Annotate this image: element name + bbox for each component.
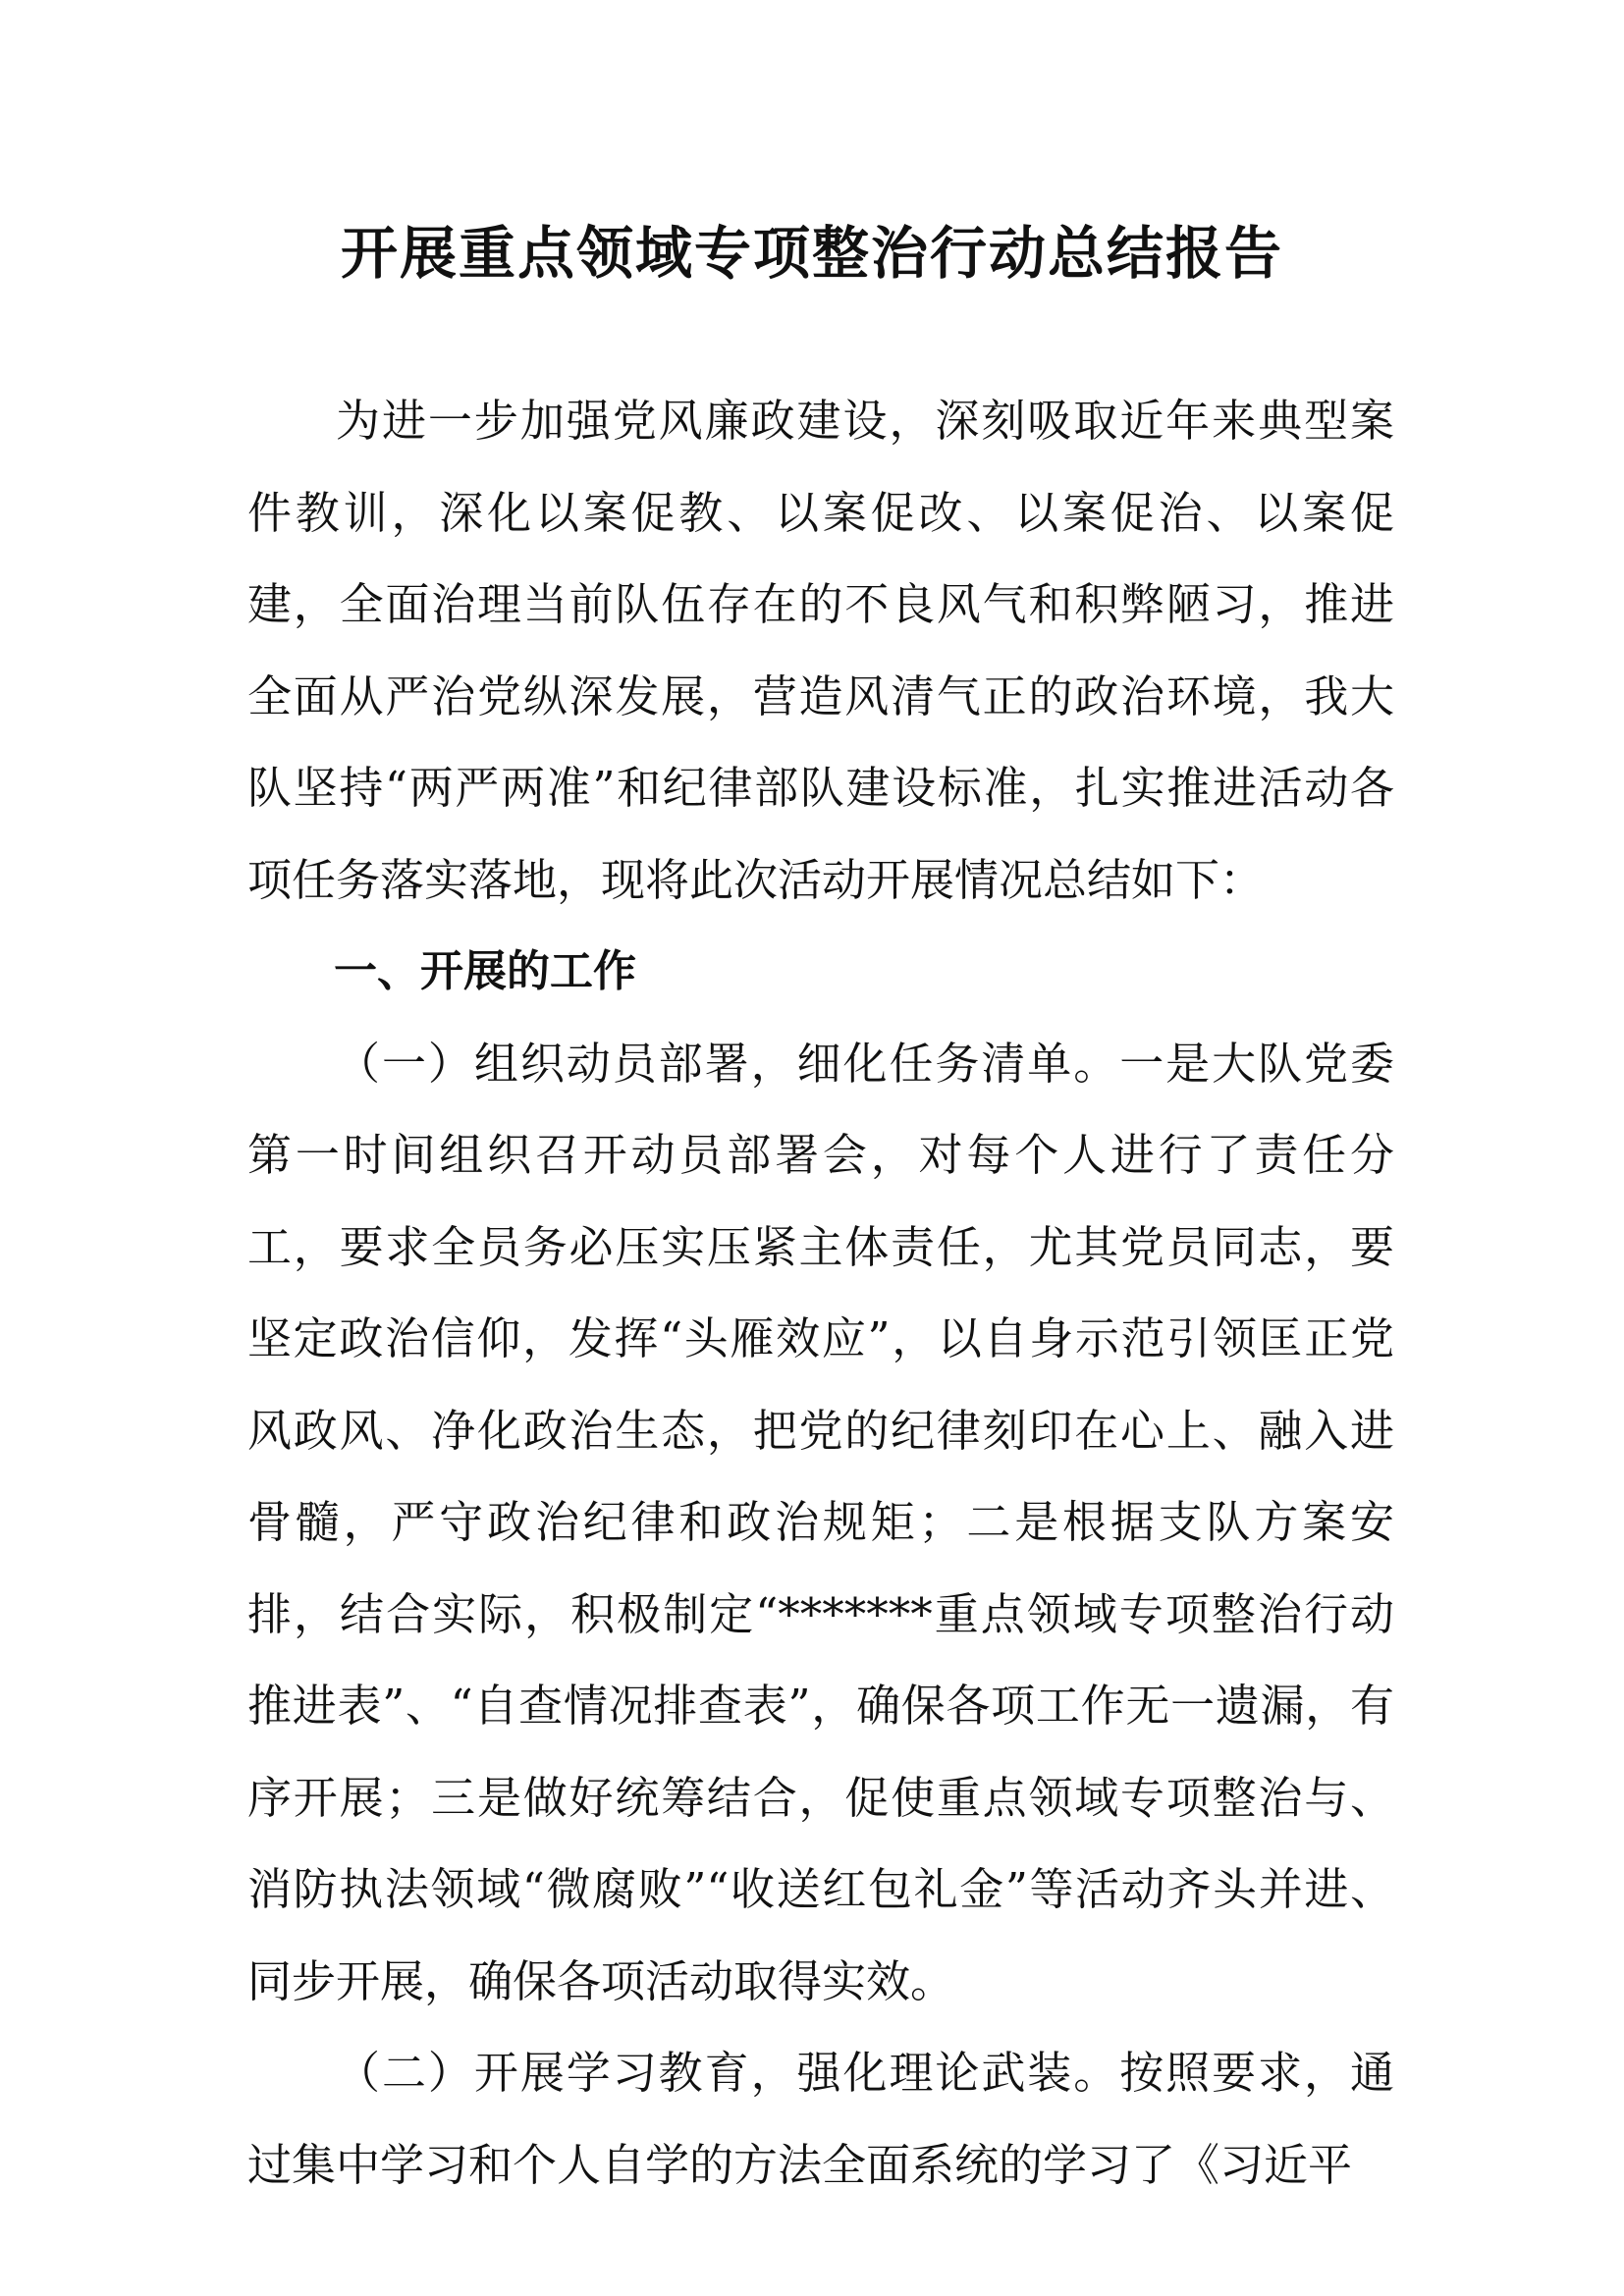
intro-paragraph: 为进一步加强党风廉政建设，深刻吸取近年来典型案件教训，深化以案促教、以案促改、以案促治、以案促建，全面治理当前队伍存在的不良风气和积弊陋习，推进全面从严治党纵深发展，营造风清气正的政治环境，我大队坚持“两严两准”和纪律部队建设标准，扎实推进活动各项任务落实落地，现将此次活动开展情况总结如下： bbox=[247, 395, 1394, 906]
paragraph-mobilization: （一）组织动员部署，细化任务清单。一是大队党委第一时间组织召开动员部署会，对每个人进行了责任分工，要求全员务必压实压紧主体责任，尤其党员同志，要坚定政治信仰，发挥“头雁效应”，以自身示范引领匡正党风政风、净化政治生态，把党的纪律刻印在心上、融入进骨髓，严守政治纪律和政治规矩；二是根据支队方案安排，结合实际，积极制定“*******重点领域专项整治行动推进表”、“自查情况排查表”，确保各项工作无一遗漏，有序开展；三是做好统筹结合，促使重点领域专项整治与、消防执法领域“微腐败”“收送红包礼金”等活动齐头并进、同步开展，确保各项活动取得实效。 bbox=[247, 1037, 1394, 2007]
document-title: 开展重点领域专项整治行动总结报告 bbox=[340, 220, 1283, 287]
paragraph-study-education: （二）开展学习教育，强化理论武装。按照要求，通过集中学习和个人自学的方法全面系统的学习了《习近平 bbox=[247, 2047, 1394, 2191]
document-body bbox=[247, 375, 1394, 2211]
section-heading-work-done: 一、开展的工作 bbox=[334, 946, 636, 996]
